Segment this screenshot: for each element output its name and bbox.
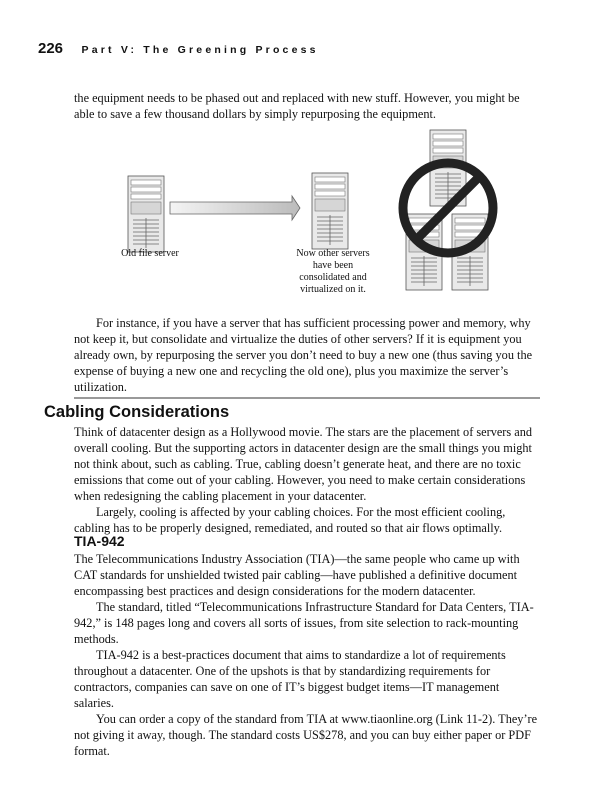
tia-paragraph-1: The Telecommunications Industry Association (TIA)—the same people who came up with CAT standards for unshielded twisted pair cabling—have published a definitive document encompassing best practices and design considerations for the modern datacenter. — [74, 552, 520, 598]
running-header — [38, 40, 319, 58]
tia-paragraph-2: The standard, titled “Telecommunications Infrastructure Standard for Data Centers, TIA-942,” is 148 pages long and covers all sorts of issues, from site selection to rack-mounting methods. — [74, 600, 534, 646]
tia-paragraph-4: You can order a copy of the standard from TIA at www.tiaonline.org (Link 11-2). They’re not giving it away, though. The standard costs US$278, and you can buy either paper or PDF format. — [74, 712, 538, 758]
cabling-paragraph-1: Think of datacenter design as a Hollywood movie. The stars are the placement of servers and overall cooling. But the supporting actors in datacenter design are the small things you might not think about, such as cabling. True, cabling doesn’t generate heat, and there are no toxic emissions that come out of your cabling. However, you need to make certain considerations when redesigning the cabling placement in your datacenter. — [74, 425, 533, 503]
arrow-icon — [170, 196, 300, 220]
old-server-icon — [128, 176, 164, 252]
intro-paragraph: the equipment needs to be phased out and replaced with new stuff. However, you might be able to save a few thousand dollars by simply repurposing the equipment. — [74, 91, 520, 121]
part-title: Part V: The Greening Process — [81, 44, 319, 56]
section-rule — [74, 397, 540, 399]
tia-paragraph-3: TIA-942 is a best-practices document that aims to standardize a lot of requirements throughout a datacenter. One of the upshots is that by standardizing requirements for contractors, companies can save on one of IT’s biggest budget items—IT management salaries. — [74, 648, 506, 710]
page-number: 226 — [38, 40, 64, 57]
subheading-tia942: TIA-942 — [74, 533, 125, 549]
new-server-icon — [312, 173, 348, 249]
cabling-paragraph-2: Largely, cooling is affected by your cabling choices. For the most efficient cooling, cabling has to be properly designed, remediated, and routed so that air flows optimally. — [74, 505, 506, 535]
instance-paragraph: For instance, if you have a server that has sufficient processing power and memory, why not keep it, but consolidate and virtualize the duties of other servers? If it is equipment you already own, by repurposing the server you don’t need to buy a new one (thus saving you the expense of buying a new one and recycling the old one), plus you maximize the server’s utilization. — [74, 316, 533, 394]
caption-new-server: Now other servers have been consolidated and virtualized on it. — [296, 248, 370, 295]
section-heading-cabling: Cabling Considerations — [44, 403, 230, 421]
caption-old-server: Old file server — [121, 248, 179, 259]
